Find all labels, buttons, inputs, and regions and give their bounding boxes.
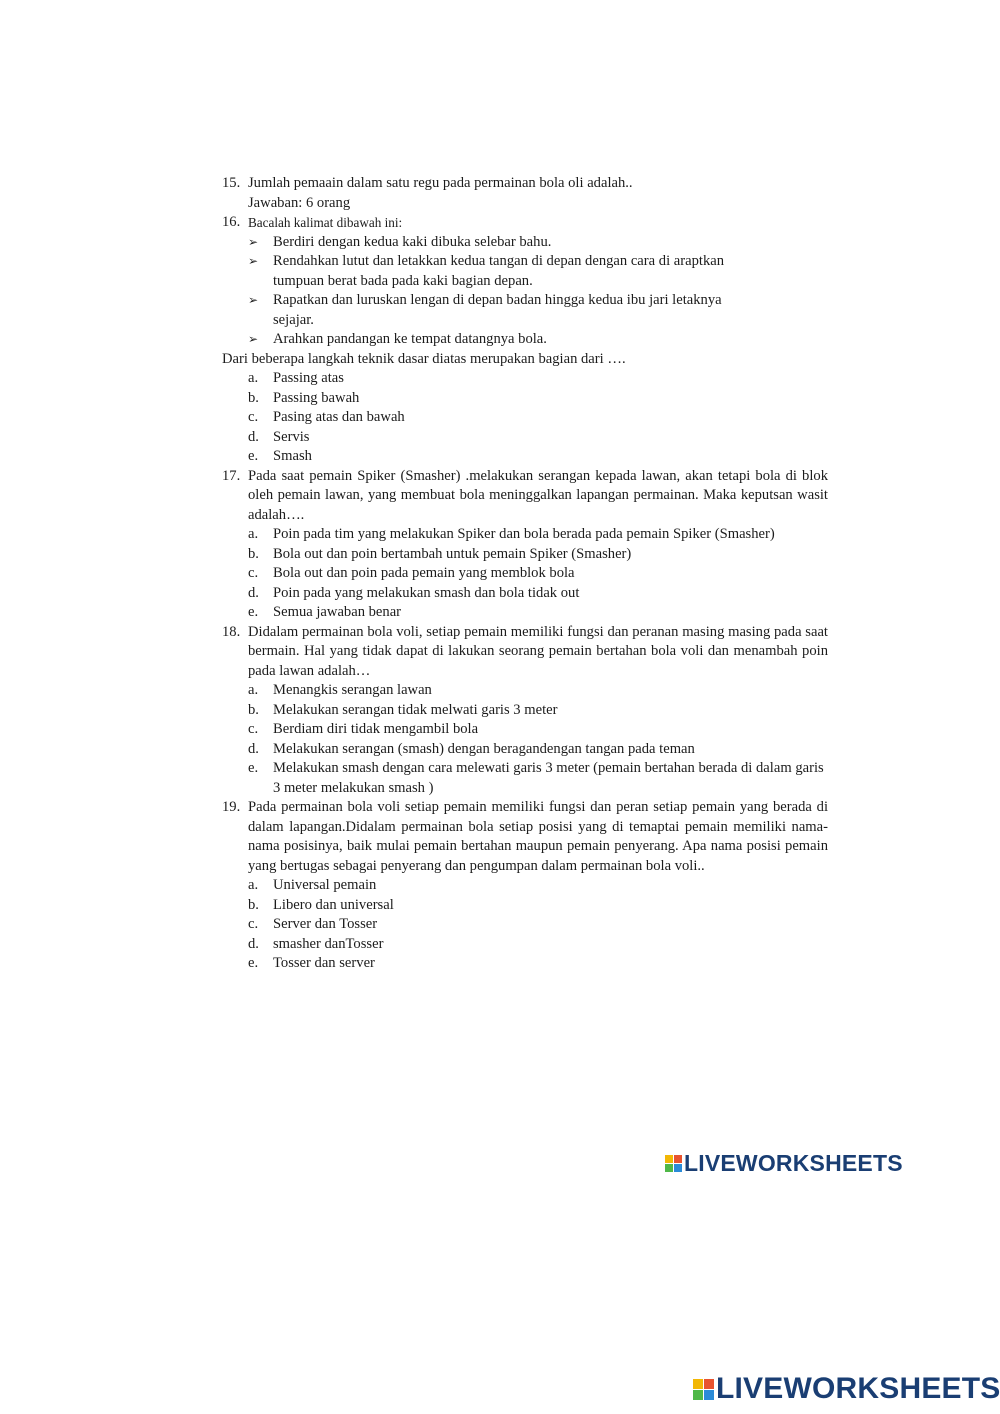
liveworksheets-logo-footer bbox=[693, 1372, 1000, 1406]
options-list bbox=[248, 681, 828, 798]
question-number: 16. bbox=[222, 214, 241, 230]
arrow-bullet-icon: ➢ bbox=[248, 332, 259, 346]
option-a[interactable]: a. Universal pemain bbox=[248, 877, 377, 893]
arrow-bullet-icon: ➢ bbox=[248, 234, 259, 249]
options-list bbox=[248, 876, 828, 974]
list-item: ➢ Arahkan pandangan ke tempat datangnya bola. bbox=[248, 330, 828, 350]
question-text: Bacalah kalimat dibawah ini: bbox=[248, 215, 403, 230]
question-text: Jumlah pemaain dalam satu regu pada permainan bola oli adalah.. bbox=[248, 175, 633, 191]
instruction-list bbox=[248, 233, 828, 350]
question-number: 15. bbox=[222, 175, 241, 191]
question-18 bbox=[222, 623, 828, 799]
list-item: ➢ Berdiri dengan kedua kaki dibuka selebar bahu. bbox=[248, 233, 828, 253]
option-a[interactable]: a. Passing atas bbox=[248, 370, 344, 386]
option-b[interactable]: b. Libero dan universal bbox=[248, 896, 394, 913]
option-b[interactable]: b. Melakukan serangan tidak melwati garis 3 meter bbox=[248, 701, 558, 718]
question-number: 17. bbox=[222, 467, 241, 484]
option-c[interactable]: c. Server dan Tosser bbox=[248, 916, 378, 932]
option-d[interactable]: d. Melakukan serangan (smash) dengan beragandengan tangan pada teman bbox=[248, 740, 695, 757]
worksheet-page bbox=[222, 174, 828, 974]
logo-text: LIVEWORKSHEETS bbox=[684, 1150, 903, 1176]
option-e[interactable]: e. Tosser dan server bbox=[248, 955, 375, 971]
options-list bbox=[248, 525, 828, 623]
option-d[interactable]: d. Poin pada yang melakukan smash dan bola tidak out bbox=[248, 584, 580, 601]
logo-text: LIVEWORKSHEETS bbox=[716, 1372, 1000, 1405]
list-item: ➢ Rapatkan dan luruskan lengan di depan badan hingga kedua ibu jari letaknya sejajar. bbox=[248, 292, 722, 328]
option-c[interactable]: c. Bola out dan poin pada pemain yang memblok bola bbox=[248, 565, 575, 581]
option-e[interactable]: e. Semua jawaban benar bbox=[248, 604, 402, 620]
answer-text: Jawaban: 6 orang bbox=[248, 194, 351, 211]
question-number: 18. bbox=[222, 623, 241, 640]
question-16-prompt: Dari beberapa langkah teknik dasar diatas merupakan bagian dari …. bbox=[222, 350, 626, 367]
liveworksheets-logo bbox=[665, 1150, 903, 1177]
logo-grid-icon bbox=[665, 1155, 682, 1172]
question-17 bbox=[222, 467, 828, 623]
option-b[interactable]: b. Passing bawah bbox=[248, 389, 360, 406]
option-a[interactable]: a. Poin pada tim yang melakukan Spiker dan bola berada pada pemain Spiker (Smasher) bbox=[248, 526, 775, 542]
option-c[interactable]: c. Berdiam diri tidak mengambil bola bbox=[248, 721, 479, 737]
option-d[interactable]: d. smasher danTosser bbox=[248, 935, 384, 952]
options-list bbox=[248, 369, 828, 467]
arrow-bullet-icon: ➢ bbox=[248, 293, 259, 307]
option-c[interactable]: c. Pasing atas dan bawah bbox=[248, 409, 405, 425]
question-text: Didalam permainan bola voli, setiap pemain memiliki fungsi dan peranan masing masing pada saat bermain. Hal yang tidak dapat di lakukan seorang pemain bertahan bola voli dan menambah poin pada lawan adalah… bbox=[248, 623, 828, 679]
question-16 bbox=[222, 213, 828, 350]
question-text: Pada permainan bola voli setiap pemain memiliki fungsi dan peran setiap pemain yang berada di dalam lapangan.Didalam permainan bola setiap posisi yang di temaptai pemain memiliki nama-nama posisinya, baik mulai pemain bertahan maupun pemain penyerang. Apa nama posisi pemain yang bertugas sebagai penyerang dan pengumpan dalam permainan bola voli.. bbox=[248, 799, 828, 874]
question-number: 19. bbox=[222, 799, 241, 815]
logo-grid-icon bbox=[693, 1379, 714, 1400]
list-item: ➢ Rendahkan lutut dan letakkan kedua tangan di depan dengan cara di araptkan tumpuan berat bada pada kaki bagian depan. bbox=[248, 253, 725, 289]
option-e[interactable]: e. Melakukan smash dengan cara melewati garis 3 meter (pemain bertahan berada di dalam garis 3 meter melakukan smash ) bbox=[248, 760, 824, 796]
question-text: Pada saat pemain Spiker (Smasher) .melakukan serangan kepada lawan, akan tetapi bola di blok oleh pemain lawan, yang membuat bola meninggalkan lapangan permainan. Maka keputsan wasit adalah…. bbox=[248, 467, 828, 523]
option-e[interactable]: e. Smash bbox=[248, 448, 312, 464]
arrow-bullet-icon: ➢ bbox=[248, 254, 259, 268]
question-15 bbox=[222, 174, 828, 213]
option-b[interactable]: b. Bola out dan poin bertambah untuk pemain Spiker (Smasher) bbox=[248, 545, 632, 562]
option-d[interactable]: d. Servis bbox=[248, 428, 310, 445]
option-a[interactable]: a. Menangkis serangan lawan bbox=[248, 682, 432, 698]
question-19 bbox=[222, 798, 828, 974]
